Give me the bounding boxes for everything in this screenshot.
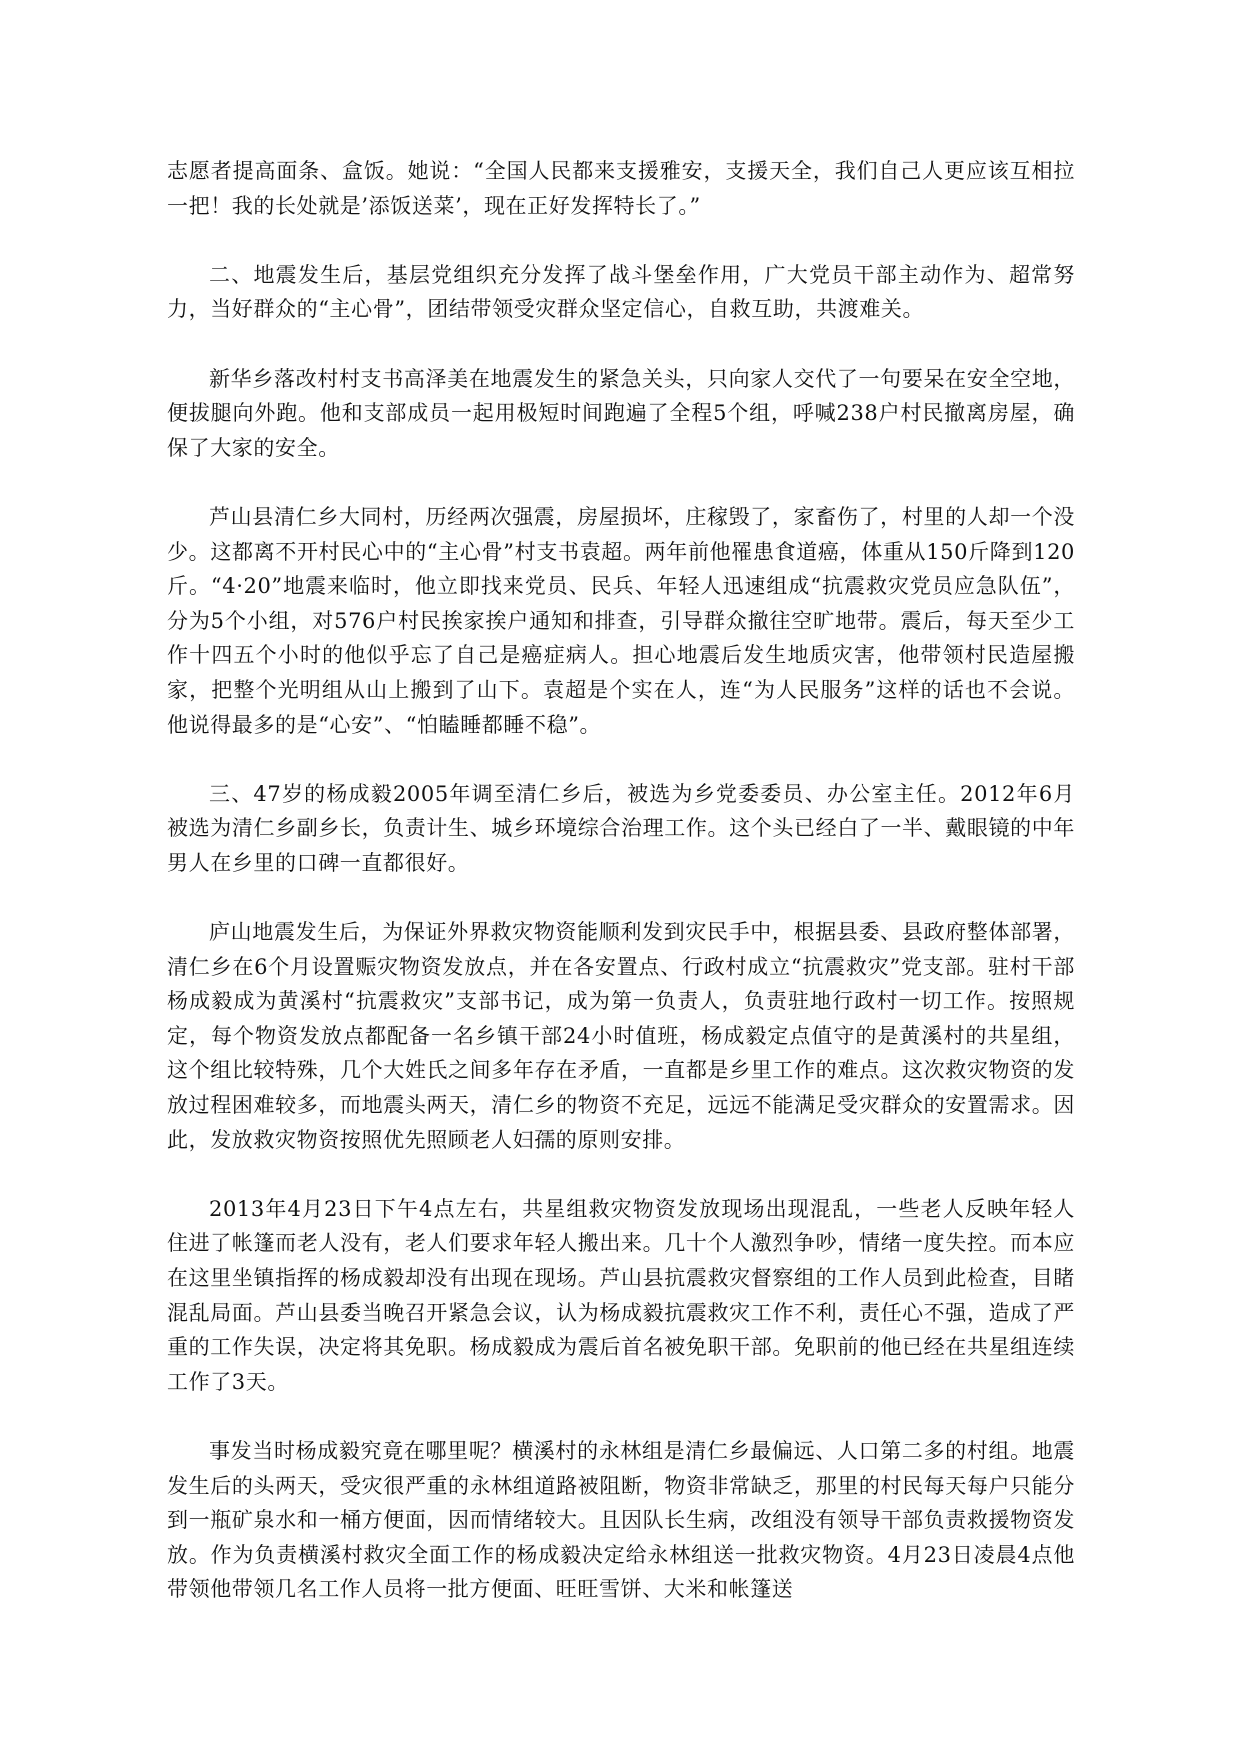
- paragraph-section-three-yang: 三、47岁的杨成毅2005年调至清仁乡后，被选为乡党委委员、办公室主任。2012年6月被选为清仁乡副乡长，负责计生、城乡环境综合治理工作。这个头已经白了一半、戴眼镜的中年男人在乡里的口碑一直都很好。: [167, 781, 1075, 875]
- paragraph-gao-zemei: 新华乡落改村村支书高泽美在地震发生的紧急关头，只向家人交代了一句要呆在安全空地，便拔腿向外跑。他和支部成员一起用极短时间跑遍了全程5个组，呼喊238户村民撤离房屋，确保了大家的安全。: [167, 366, 1075, 460]
- paragraph-volunteer-quote: 志愿者提高面条、盒饭。她说：“全国人民都来支援雅安，支援天全，我们自己人更应该互相拉一把！我的长处就是’添饭送菜’，现在正好发挥特长了。”: [167, 159, 1075, 218]
- paragraph-whereabouts: 事发当时杨成毅究竟在哪里呢？横溪村的永林组是清仁乡最偏远、人口第二多的村组。地震发生后的头两天，受灾很严重的永林组道路被阻断，物资非常缺乏，那里的村民每天每户只能分到一瓶矿泉水和一桶方便面，因而情绪较大。且因队长生病，改组没有领导干部负责救援物资发放。作为负责横溪村救灾全面工作的杨成毅决定给永林组送一批救灾物资。4月23日凌晨4点他带领他带领几名工作人员将一批方便面、旺旺雪饼、大米和帐篷送: [167, 1438, 1075, 1602]
- paragraph-yuan-chao: 芦山县清仁乡大同村，历经两次强震，房屋损坏，庄稼毁了，家畜伤了，村里的人却一个没少。这都离不开村民心中的“主心骨”村支书袁超。两年前他罹患食道癌，体重从150斤降到120斤。“4·20”地震来临时，他立即找来党员、民兵、年轻人迅速组成“抗震救灾党员应急队伍”，分为5个小组，对576户村民挨家挨户通知和排查，引导群众撤往空旷地带。震后，每天至少工作十四五个小时的他似乎忘了自己是癌症病人。担心地震后发生地质灾害，他带领村民造屋搬家，把整个光明组从山上搬到了山下。袁超是个实在人，连“为人民服务”这样的话也不会说。他说得最多的是“心安”、“怕瞌睡都睡不稳”。: [167, 504, 1075, 737]
- document-body: [167, 154, 1075, 1607]
- paragraph-incident: 2013年4月23日下午4点左右，共星组救灾物资发放现场出现混乱，一些老人反映年轻人住进了帐篷而老人没有，老人们要求年轻人搬出来。几十个人激烈争吵，情绪一度失控。而本应在这里坐镇指挥的杨成毅却没有出现在现场。芦山县抗震救灾督察组的工作人员到此检查，目睹混乱局面。芦山县委当晚召开紧急会议，认为杨成毅抗震救灾工作不利，责任心不强，造成了严重的工作失误，决定将其免职。杨成毅成为震后首名被免职干部。免职前的他已经在共星组连续工作了3天。: [167, 1196, 1075, 1394]
- paragraph-relief-distribution: 庐山地震发生后，为保证外界救灾物资能顺利发到灾民手中，根据县委、县政府整体部署，清仁乡在6个月设置赈灾物资发放点，并在各安置点、行政村成立“抗震救灾”党支部。驻村干部杨成毅成为黄溪村“抗震救灾”支部书记，成为第一负责人，负责驻地行政村一切工作。按照规定，每个物资发放点都配备一名乡镇干部24小时值班，杨成毅定点值守的是黄溪村的共星组，这个组比较特殊，几个大姓氏之间多年存在矛盾，一直都是乡里工作的难点。这次救灾物资的发放过程困难较多，而地震头两天，清仁乡的物资不充足，远远不能满足受灾群众的安置需求。因此，发放救灾物资按照优先照顾老人妇孺的原则安排。: [167, 920, 1075, 1152]
- paragraph-section-two-heading: 二、地震发生后，基层党组织充分发挥了战斗堡垒作用，广大党员干部主动作为、超常努力，当好群众的“主心骨”，团结带领受灾群众坚定信心，自救互助，共渡难关。: [167, 262, 1075, 322]
